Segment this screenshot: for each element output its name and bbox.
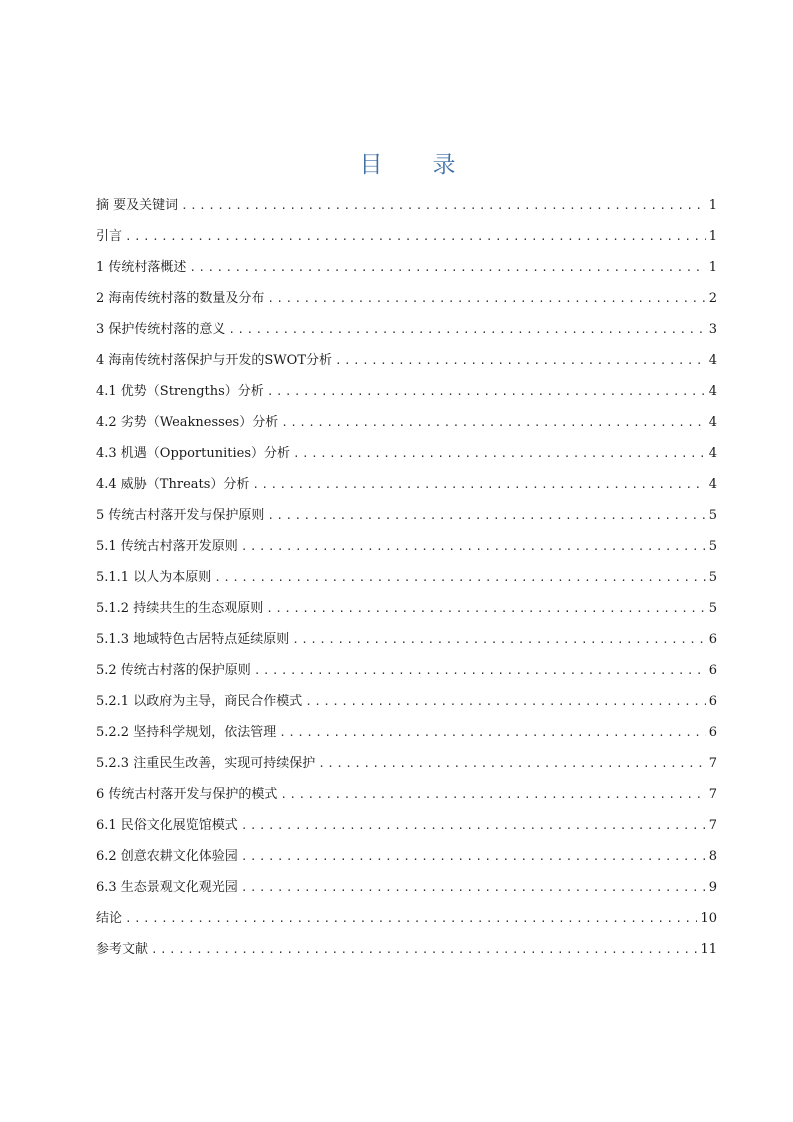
toc-entry-label: 5 传统古村落开发与保护原则: [96, 508, 265, 523]
toc-entry-label: 摘 要及关键词: [96, 198, 179, 213]
toc-entry[interactable]: [96, 717, 717, 748]
toc-entry[interactable]: [96, 624, 717, 655]
toc-entry[interactable]: [96, 376, 717, 407]
toc-entry-page-number: 5: [708, 601, 717, 616]
toc-entry[interactable]: [96, 469, 717, 500]
toc-entry[interactable]: [96, 345, 717, 376]
toc-entry-label: 6 传统古村落开发与保护的模式: [96, 787, 278, 802]
toc-entry[interactable]: [96, 872, 717, 903]
toc-entry-page-number: 10: [700, 911, 717, 926]
toc-dot-leader: [281, 407, 706, 438]
toc-entry-page-number: 7: [708, 787, 717, 802]
toc-entry-label: 6.2 创意农耕文化体验园: [96, 849, 238, 864]
toc-entry-page-number: 6: [708, 694, 717, 709]
toc-entry-label: 1 传统村落概述: [96, 260, 187, 275]
toc-entry-page-number: 4: [708, 384, 717, 399]
toc-entry[interactable]: [96, 252, 717, 283]
toc-dot-leader: [125, 221, 706, 252]
toc-title-part2: 录: [432, 152, 456, 178]
toc-dot-leader: [181, 190, 706, 221]
toc-dot-leader: [252, 469, 705, 500]
toc-dot-leader: [214, 562, 706, 593]
toc-entry-label: 4.4 威胁（Threats）分析: [96, 477, 250, 492]
toc-entry-page-number: 5: [708, 508, 717, 523]
toc-entry-label: 引言: [96, 229, 123, 244]
toc-entry-page-number: 9: [708, 880, 717, 895]
toc-entry[interactable]: [96, 283, 717, 314]
toc-title: [0, 148, 793, 182]
toc-title-part1: 目: [359, 152, 383, 178]
toc-entry-page-number: 7: [708, 818, 717, 833]
toc-entry[interactable]: [96, 562, 717, 593]
toc-entry-label: 5.2 传统古村落的保护原则: [96, 663, 251, 678]
toc-entry-page-number: 6: [708, 725, 717, 740]
toc-entry-label: 5.1.2 持续共生的生态观原则: [96, 601, 264, 616]
toc-dot-leader: [279, 717, 706, 748]
toc-entry-label: 4.1 优势（Strengths）分析: [96, 384, 264, 399]
toc-entry-page-number: 3: [708, 322, 717, 337]
toc-entry[interactable]: [96, 531, 717, 562]
toc-dot-leader: [241, 872, 706, 903]
toc-dot-leader: [267, 376, 706, 407]
toc-entry-page-number: 8: [708, 849, 717, 864]
toc-entry-page-number: 7: [708, 756, 717, 771]
toc-entry-page-number: 11: [700, 942, 717, 957]
toc-entry[interactable]: [96, 407, 717, 438]
toc-entry[interactable]: [96, 748, 717, 779]
toc-entry-page-number: 6: [708, 663, 717, 678]
toc-dot-leader: [266, 593, 706, 624]
toc-entry[interactable]: [96, 903, 717, 934]
toc-entry-label: 5.1.1 以人为本原则: [96, 570, 212, 585]
toc-dot-leader: [125, 903, 697, 934]
toc-entry-label: 参考文献: [96, 942, 149, 957]
toc-dot-leader: [267, 500, 705, 531]
toc-dot-leader: [292, 624, 706, 655]
toc-entry[interactable]: [96, 593, 717, 624]
toc-entry-label: 5.2.2 坚持科学规划，依法管理: [96, 725, 277, 740]
toc-entry[interactable]: [96, 934, 717, 965]
toc-entry-page-number: 5: [708, 539, 717, 554]
toc-entry-page-number: 1: [708, 198, 717, 213]
toc-entry-label: 4.3 机遇（Opportunities）分析: [96, 446, 291, 461]
toc-dot-leader: [305, 686, 706, 717]
toc-entry-page-number: 5: [708, 570, 717, 585]
toc-entry[interactable]: [96, 438, 717, 469]
toc-dot-leader: [280, 779, 705, 810]
toc-dot-leader: [318, 748, 706, 779]
toc-dot-leader: [241, 841, 706, 872]
toc-entry-label: 结论: [96, 911, 123, 926]
toc-dot-leader: [241, 531, 706, 562]
toc-entry-page-number: 2: [708, 291, 717, 306]
toc-entry-page-number: 6: [708, 632, 717, 647]
toc-list: [96, 190, 717, 965]
toc-dot-leader: [254, 655, 706, 686]
toc-entry[interactable]: [96, 810, 717, 841]
toc-entry-label: 6.1 民俗文化展览馆模式: [96, 818, 238, 833]
toc-entry[interactable]: [96, 841, 717, 872]
toc-entry[interactable]: [96, 500, 717, 531]
toc-dot-leader: [151, 934, 697, 965]
toc-entry[interactable]: [96, 314, 717, 345]
toc-entry-label: 5.1.3 地域特色古居特点延续原则: [96, 632, 290, 647]
toc-dot-leader: [335, 345, 706, 376]
toc-dot-leader: [189, 252, 705, 283]
toc-dot-leader: [228, 314, 705, 345]
toc-entry-label: 2 海南传统村落的数量及分布: [96, 291, 265, 306]
toc-entry[interactable]: [96, 221, 717, 252]
toc-entry-label: 4 海南传统村落保护与开发的SWOT分析: [96, 353, 332, 368]
toc-entry[interactable]: [96, 655, 717, 686]
toc-entry-page-number: 4: [708, 477, 717, 492]
toc-entry-label: 3 保护传统村落的意义: [96, 322, 226, 337]
toc-entry-page-number: 4: [708, 353, 717, 368]
toc-entry-label: 4.2 劣势（Weaknesses）分析: [96, 415, 279, 430]
toc-entry-page-number: 4: [708, 415, 717, 430]
toc-entry[interactable]: [96, 190, 717, 221]
toc-entry-label: 6.3 生态景观文化观光园: [96, 880, 238, 895]
toc-entry-label: 5.1 传统古村落开发原则: [96, 539, 238, 554]
toc-dot-leader: [267, 283, 705, 314]
toc-dot-leader: [241, 810, 706, 841]
toc-entry-page-number: 1: [708, 229, 717, 244]
toc-entry-label: 5.2.1 以政府为主导，商民合作模式: [96, 694, 303, 709]
toc-entry[interactable]: [96, 686, 717, 717]
toc-entry-page-number: 1: [708, 260, 717, 275]
toc-entry[interactable]: [96, 779, 717, 810]
toc-entry-page-number: 4: [708, 446, 717, 461]
toc-entry-label: 5.2.3 注重民生改善，实现可持续保护: [96, 756, 316, 771]
toc-dot-leader: [293, 438, 706, 469]
